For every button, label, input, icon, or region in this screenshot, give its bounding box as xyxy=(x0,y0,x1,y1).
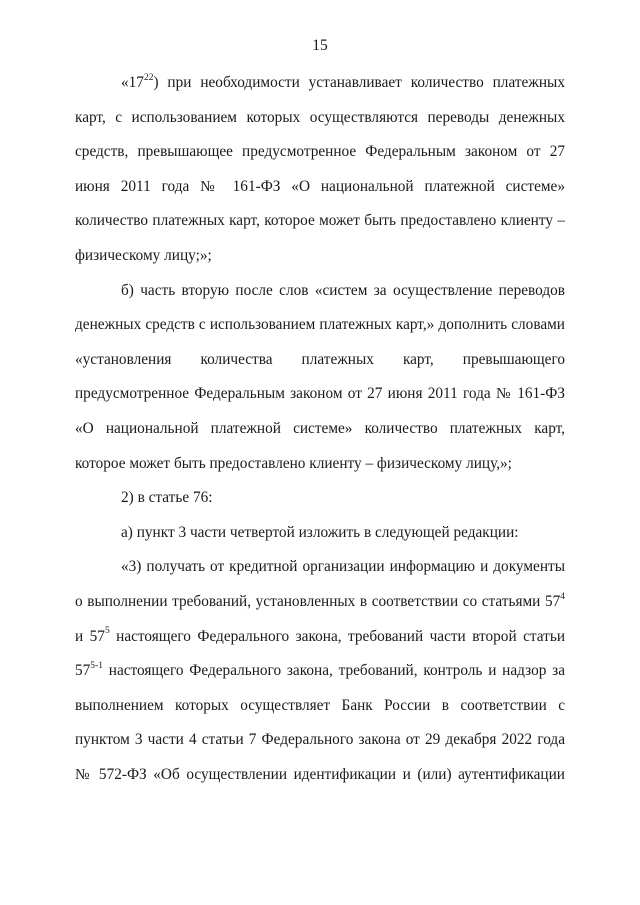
paragraph-article-76 xyxy=(75,481,565,516)
document-body xyxy=(75,66,565,792)
paragraph-a-point-3 xyxy=(75,516,565,551)
text-run: «17 xyxy=(121,74,144,91)
text-run: настоящего Федерального закона, требований, контроль и надзор за выполнением которых осуществляет Банк России в соответствии с пунктом 3 части 4 статьи 7 Федерального закона от 29 декабря 2022 года № 572-ФЗ «Об осуществлении идентификации и (или) аутентификации xyxy=(75,662,565,783)
paragraph-b-part-two xyxy=(75,274,565,482)
paragraph-item-17-22 xyxy=(75,66,565,274)
superscript-index: 5 xyxy=(104,626,110,637)
superscript-index: 22 xyxy=(143,72,154,83)
page-number: 15 xyxy=(312,37,328,54)
text-run: и 57 xyxy=(75,627,105,645)
text-run: настоящего Федерального закона, требований части второй статьи 57 xyxy=(75,627,566,680)
text-run: ) при необходимости устанавливает количество платежных карт, с использованием которых осуществляются переводы денежных средств, превышающее предусмотренное Федеральным законом от 27 июня 2011 года № 161-ФЗ «О национальной платежной системе» количество платежных карт, которое может быть предоставлено клиенту – физическому лицу;»; xyxy=(75,74,565,264)
paragraph-point-3-text xyxy=(75,550,565,792)
text-run: «3) получать от кредитной организации информацию и документы о выполнении требований, установленных в соответствии со статьями 57 xyxy=(75,558,565,610)
text-run: 2) в статье 76: xyxy=(121,489,213,507)
superscript-index: 4 xyxy=(560,591,565,602)
text-run: а) пункт 3 части четвертой изложить в следующей редакции: xyxy=(121,523,519,541)
text-run: б) часть вторую после слов «систем за осуществление переводов денежных средств с использованием платежных карт,» дополнить словами «установления количества платежных карт, превышающего предусмотренное Федеральным законом от 27 июня 2011 года № 161-ФЗ «О национальной платежной системе» количество платежных карт, которое может быть предоставлено клиенту – физическому лицу,»; xyxy=(75,281,565,472)
superscript-index: 5-1 xyxy=(90,661,103,671)
